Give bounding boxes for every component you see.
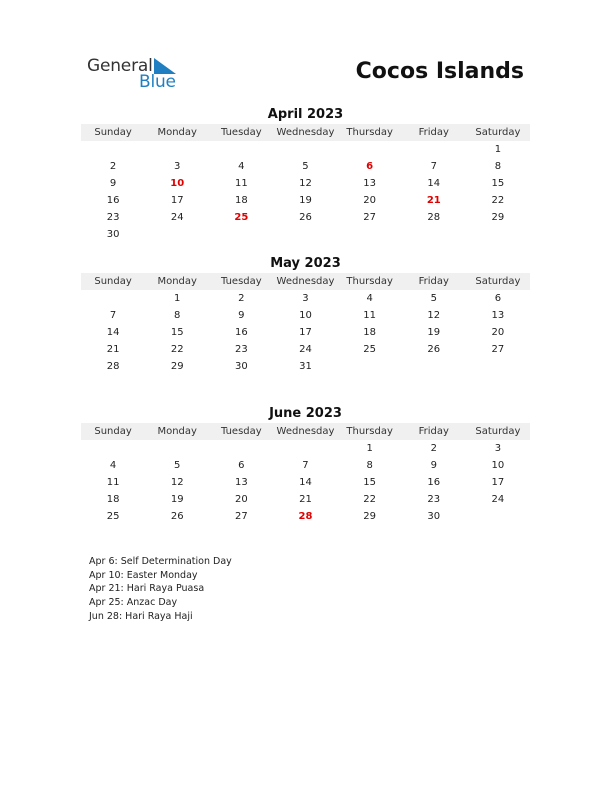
- day-cell: 8: [174, 310, 181, 321]
- day-cell: 2: [430, 443, 437, 454]
- day-cell: 7: [302, 460, 309, 471]
- day-cell: 14: [427, 178, 441, 189]
- day-cell: 14: [299, 477, 312, 488]
- weekday-label: Sunday: [94, 426, 132, 437]
- day-cell: 29: [170, 361, 184, 372]
- week-row: [81, 209, 530, 226]
- day-cell: 29: [363, 511, 376, 522]
- day-cell: 10: [299, 310, 312, 321]
- day-cell: 27: [234, 511, 248, 522]
- day-cell: 5: [302, 161, 309, 172]
- weekday-label: Monday: [157, 127, 197, 138]
- week-row: [81, 226, 530, 243]
- day-cell: 2: [238, 293, 245, 304]
- day-cell: 24: [299, 344, 312, 355]
- day-cell: 15: [170, 327, 184, 338]
- holiday-list: [89, 555, 232, 623]
- week-row: [81, 192, 530, 209]
- weekday-label: Saturday: [475, 276, 521, 287]
- day-cell: 5: [430, 293, 437, 304]
- weekday-label: Friday: [418, 426, 449, 437]
- day-cell: 1: [366, 443, 373, 454]
- day-cell: [209, 226, 273, 243]
- day-cell: 15: [363, 477, 376, 488]
- week-row: [81, 324, 530, 341]
- day-cell: [273, 440, 337, 457]
- day-cell: 9: [430, 460, 437, 471]
- day-cell: 28: [298, 511, 313, 522]
- logo: [87, 56, 187, 92]
- day-cell: [466, 226, 530, 243]
- day-cell: [81, 141, 145, 158]
- day-cell: 1: [494, 144, 502, 155]
- day-cell: 19: [170, 494, 184, 505]
- day-cell: 25: [106, 511, 120, 522]
- day-cell: 19: [299, 195, 312, 206]
- day-cell: 10: [170, 178, 185, 189]
- day-cell: 17: [170, 195, 184, 206]
- day-cell: 8: [366, 460, 373, 471]
- day-cell: 16: [427, 477, 441, 488]
- day-cell: 28: [106, 361, 120, 372]
- month-title: May 2023: [270, 256, 341, 271]
- day-cell: 30: [234, 361, 248, 372]
- day-cell: 30: [106, 229, 120, 240]
- holiday-item: Apr 21: Hari Raya Puasa: [89, 583, 205, 595]
- day-cell: [81, 440, 145, 457]
- month-june: [81, 405, 530, 525]
- weekday-label: Tuesday: [221, 127, 262, 138]
- day-cell: [466, 508, 530, 525]
- country-title: Cocos Islands: [355, 59, 524, 84]
- day-cell: 12: [427, 310, 441, 321]
- day-cell: 20: [491, 327, 505, 338]
- day-cell: 26: [170, 511, 184, 522]
- day-cell: 23: [427, 494, 441, 505]
- day-cell: 12: [170, 477, 184, 488]
- day-cell: [402, 141, 466, 158]
- day-cell: 11: [363, 310, 376, 321]
- day-cell: 25: [234, 212, 249, 223]
- weekday-label: Saturday: [475, 127, 521, 138]
- month-may: [81, 255, 530, 375]
- day-cell: [338, 226, 402, 243]
- day-cell: 14: [106, 327, 120, 338]
- day-cell: 8: [494, 161, 502, 172]
- day-cell: 7: [109, 310, 117, 321]
- day-cell: 21: [426, 195, 441, 206]
- day-cell: 6: [366, 161, 374, 172]
- day-cell: 24: [491, 494, 505, 505]
- day-cell: [402, 226, 466, 243]
- day-cell: [273, 141, 337, 158]
- day-cell: [273, 226, 337, 243]
- week-row: [81, 158, 530, 175]
- weekday-label: Monday: [157, 426, 197, 437]
- day-cell: 4: [366, 293, 373, 304]
- day-cell: 4: [238, 161, 245, 172]
- day-cell: [338, 358, 402, 375]
- weekday-header: [81, 124, 530, 141]
- week-row: [81, 440, 530, 457]
- day-cell: 13: [363, 178, 376, 189]
- week-row: [81, 508, 530, 525]
- weekday-label: Thursday: [346, 127, 393, 138]
- day-cell: [402, 358, 466, 375]
- weekday-label: Wednesday: [276, 276, 335, 287]
- day-cell: 18: [106, 494, 120, 505]
- day-cell: 28: [427, 212, 441, 223]
- day-cell: 15: [491, 178, 505, 189]
- month-title: April 2023: [267, 107, 344, 122]
- day-cell: 26: [299, 212, 312, 223]
- weekday-label: Wednesday: [276, 426, 335, 437]
- day-cell: 30: [427, 511, 441, 522]
- month-title: June 2023: [269, 406, 342, 421]
- day-cell: 22: [491, 195, 505, 206]
- weekday-header: [81, 423, 530, 440]
- day-cell: 23: [234, 344, 248, 355]
- day-cell: 16: [106, 195, 120, 206]
- day-cell: 16: [234, 327, 248, 338]
- day-cell: 13: [491, 310, 505, 321]
- day-cell: 22: [170, 344, 184, 355]
- day-cell: 4: [109, 460, 117, 471]
- day-cell: 23: [106, 212, 120, 223]
- day-cell: 6: [238, 460, 245, 471]
- day-cell: 24: [170, 212, 184, 223]
- weekday-label: Sunday: [94, 127, 132, 138]
- day-cell: 1: [174, 293, 181, 304]
- day-cell: 22: [363, 494, 376, 505]
- day-cell: [145, 440, 209, 457]
- day-cell: 13: [234, 477, 248, 488]
- weekday-label: Sunday: [94, 276, 132, 287]
- day-cell: 10: [491, 460, 505, 471]
- day-cell: 17: [491, 477, 505, 488]
- logo-word-general: General: [87, 56, 153, 76]
- day-cell: [145, 226, 209, 243]
- day-cell: 6: [494, 293, 502, 304]
- day-cell: 3: [302, 293, 309, 304]
- day-cell: 26: [427, 344, 441, 355]
- week-row: [81, 341, 530, 358]
- day-cell: 12: [299, 178, 312, 189]
- weekday-header: [81, 273, 530, 290]
- week-row: [81, 474, 530, 491]
- day-cell: 18: [363, 327, 376, 338]
- day-cell: 25: [363, 344, 376, 355]
- week-row: [81, 307, 530, 324]
- day-cell: [209, 141, 273, 158]
- day-cell: 9: [109, 178, 117, 189]
- day-cell: 3: [494, 443, 502, 454]
- weekday-label: Tuesday: [221, 426, 262, 437]
- month-april: [81, 106, 530, 243]
- day-cell: 29: [491, 212, 505, 223]
- day-cell: [81, 290, 145, 307]
- day-cell: 21: [299, 494, 312, 505]
- day-cell: [145, 141, 209, 158]
- day-cell: 20: [363, 195, 376, 206]
- day-cell: 17: [299, 327, 312, 338]
- week-row: [81, 141, 530, 158]
- day-cell: 11: [234, 178, 248, 189]
- holiday-item: Apr 10: Easter Monday: [89, 569, 198, 581]
- week-row: [81, 290, 530, 307]
- weekday-label: Friday: [418, 276, 449, 287]
- week-row: [81, 457, 530, 474]
- day-cell: 21: [106, 344, 120, 355]
- week-row: [81, 358, 530, 375]
- day-cell: 7: [430, 161, 437, 172]
- holiday-item: Jun 28: Hari Raya Haji: [89, 610, 193, 622]
- weekday-label: Thursday: [346, 276, 393, 287]
- day-cell: 2: [109, 161, 117, 172]
- day-cell: [338, 141, 402, 158]
- weekday-label: Tuesday: [221, 276, 262, 287]
- day-cell: 27: [363, 212, 376, 223]
- weekday-label: Thursday: [346, 426, 393, 437]
- day-cell: 5: [174, 460, 181, 471]
- logo-word-blue: Blue: [139, 72, 176, 92]
- day-cell: 19: [427, 327, 441, 338]
- day-cell: 20: [234, 494, 248, 505]
- day-cell: [209, 440, 273, 457]
- week-row: [81, 175, 530, 192]
- day-cell: 3: [174, 161, 181, 172]
- weekday-label: Monday: [157, 276, 197, 287]
- day-cell: 11: [106, 477, 120, 488]
- weekday-label: Wednesday: [276, 127, 335, 138]
- day-cell: [466, 358, 530, 375]
- week-row: [81, 491, 530, 508]
- holiday-item: Apr 6: Self Determination Day: [89, 556, 232, 567]
- day-cell: 18: [234, 195, 248, 206]
- day-cell: 27: [491, 344, 505, 355]
- weekday-label: Friday: [418, 127, 449, 138]
- weekday-label: Saturday: [475, 426, 521, 437]
- holiday-item: Apr 25: Anzac Day: [89, 597, 178, 609]
- day-cell: 9: [238, 310, 245, 321]
- day-cell: 31: [299, 361, 312, 372]
